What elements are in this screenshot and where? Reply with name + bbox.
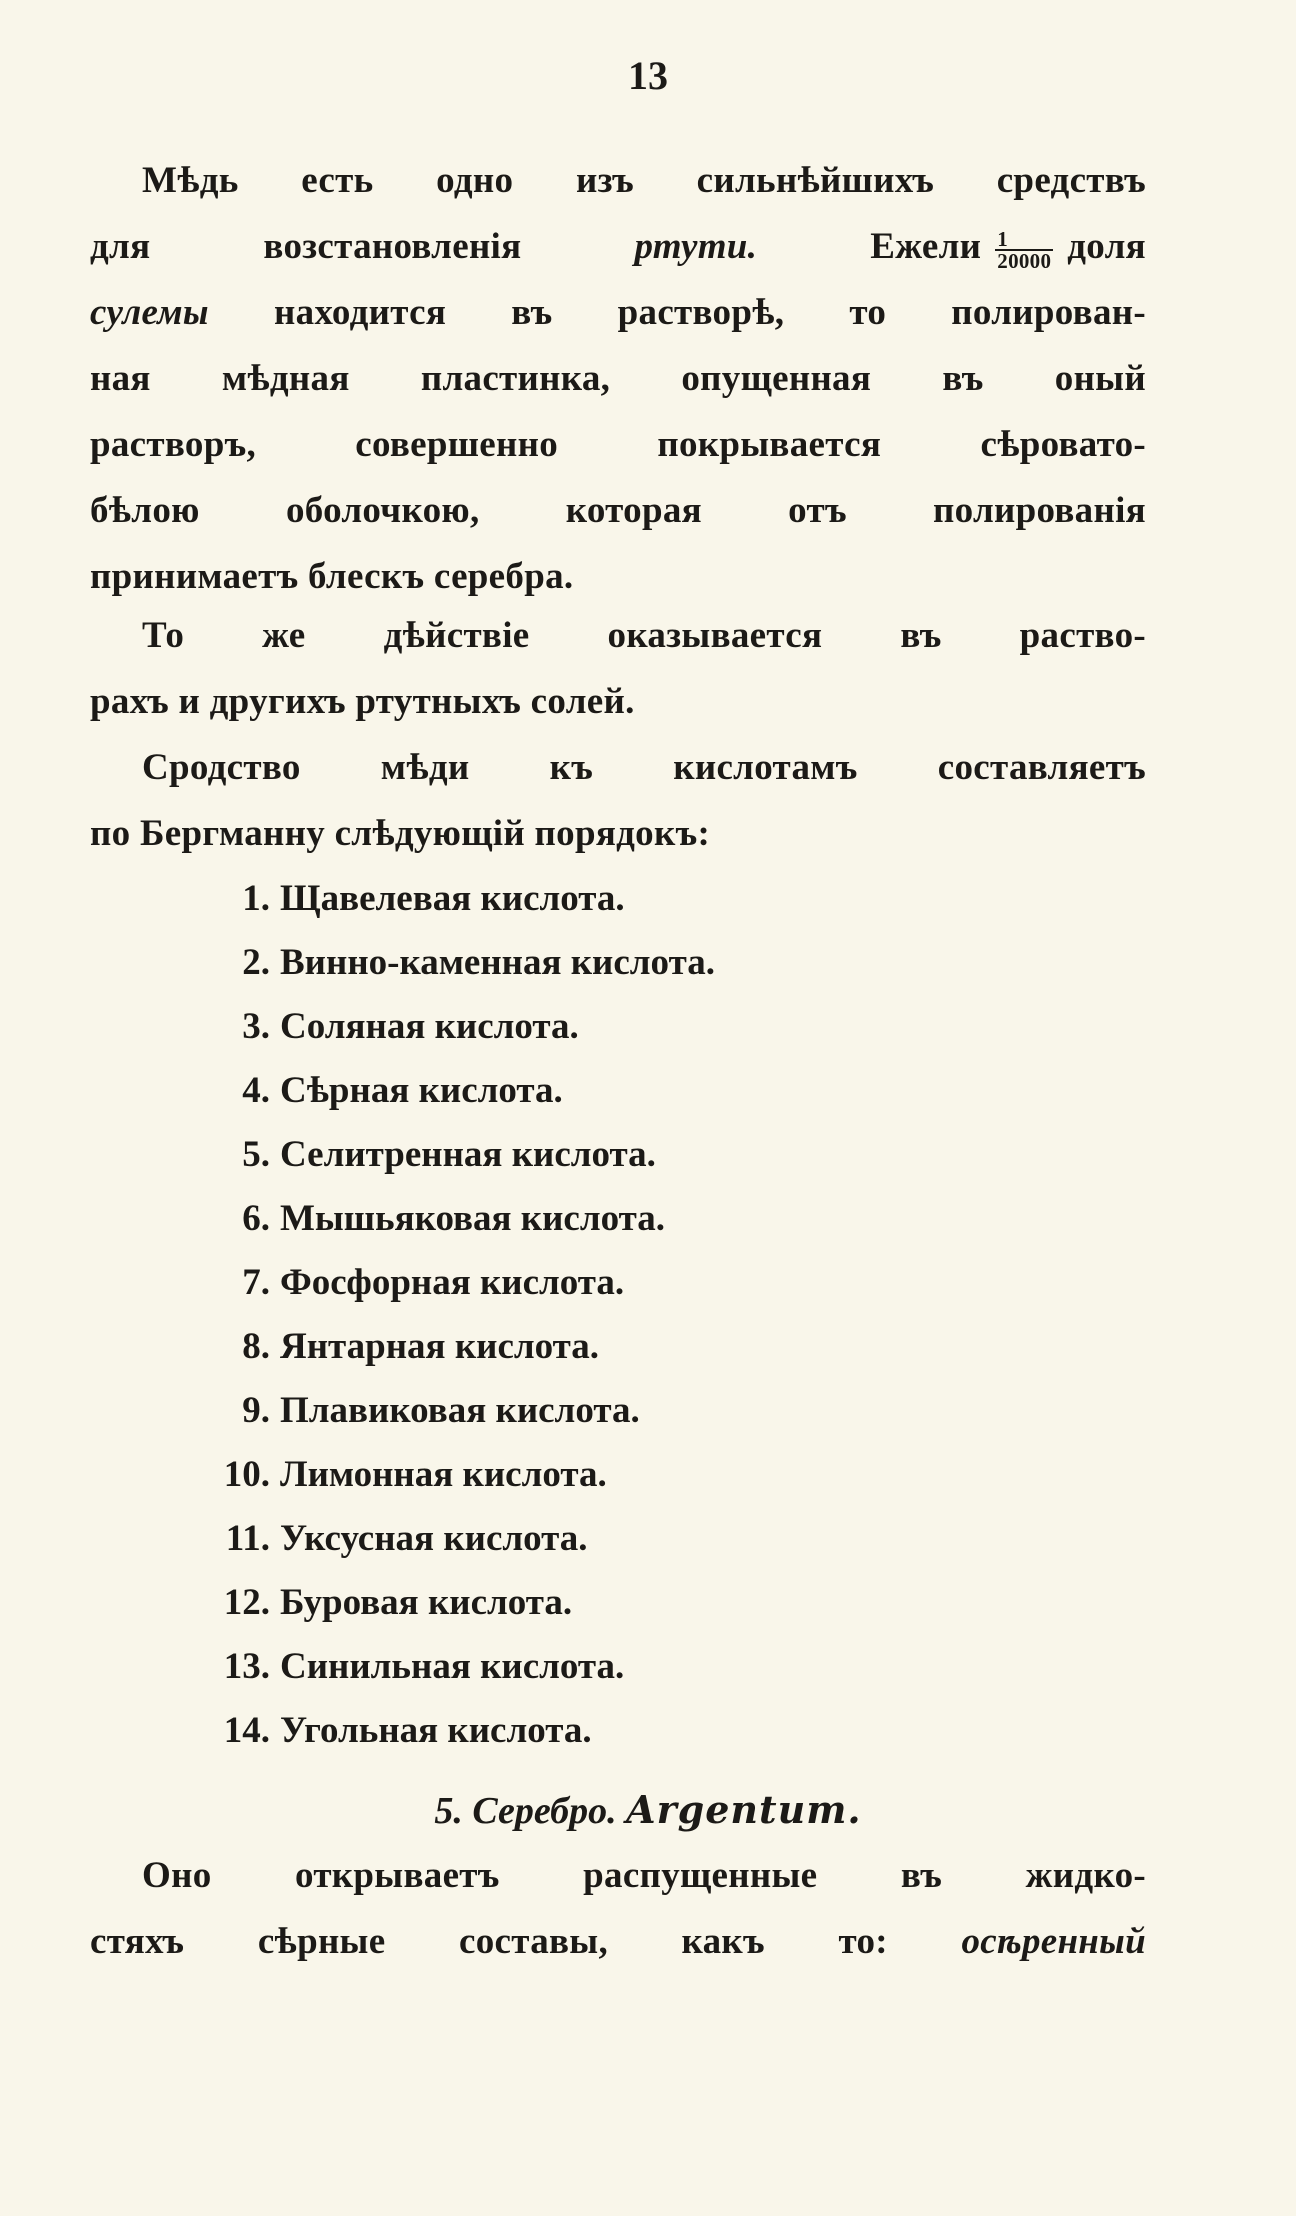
list-item-label: Винно-каменная кислота.	[280, 942, 715, 983]
list-item	[90, 1314, 599, 1380]
text-span: находится въ растворѣ, то полирован-	[274, 292, 1146, 333]
text-line	[90, 1909, 1146, 1975]
list-item	[90, 930, 715, 996]
section-heading-silver	[0, 1777, 1296, 1844]
text-line: Оно открываетъ распущенные въ жидко-	[142, 1855, 1146, 1896]
text-line: ная мѣдная пластинка, опущенная въ оный	[90, 358, 1146, 399]
list-item-number: 11.	[225, 1518, 270, 1559]
text-line	[90, 280, 1146, 346]
list-item-label: Селитренная кислота.	[280, 1134, 656, 1175]
text-line: рахъ и другихъ ртутныхъ солей.	[90, 681, 635, 722]
text-line: Мѣдь есть одно изъ сильнѣйшихъ средствъ	[142, 160, 1146, 201]
list-item-number: 3.	[242, 1006, 270, 1047]
heading-russian: 5. Серебро.	[434, 1790, 617, 1832]
list-item-number: 4.	[242, 1070, 270, 1111]
list-item-label: Уксусная кислота.	[280, 1518, 588, 1559]
list-item	[90, 1186, 665, 1252]
list-item-number: 5.	[242, 1134, 270, 1175]
text-line: по Бергманну слѣдующій порядокъ:	[90, 813, 711, 854]
italic-term-mercury: ртути.	[634, 226, 758, 267]
list-item-number: 14.	[223, 1710, 270, 1751]
list-item-number: 6.	[242, 1198, 270, 1239]
list-item-label: Соляная кислота.	[280, 1006, 579, 1047]
list-item-label: Синильная кислота.	[280, 1646, 625, 1687]
page-number: 13	[628, 53, 668, 98]
list-item	[90, 1250, 624, 1316]
text-line: То же дѣйствіе оказывается въ раство-	[142, 615, 1146, 656]
text-span: Ежели	[870, 226, 982, 267]
heading-latin: Argentum.	[626, 1787, 862, 1832]
list-item	[90, 1442, 607, 1508]
italic-term: осѣренный	[961, 1921, 1146, 1962]
text-span: стяхъ сѣрные составы, какъ то:	[90, 1921, 888, 1962]
list-item	[90, 1378, 640, 1444]
list-item	[90, 1506, 588, 1572]
paragraph-silver-reveals-sulfur	[90, 1843, 1146, 1975]
list-item	[90, 1634, 624, 1700]
list-item	[90, 1698, 592, 1764]
list-item-label: Фосфорная кислота.	[280, 1262, 625, 1303]
italic-term-sublimate: сулемы	[90, 292, 209, 333]
list-item-number: 8.	[242, 1326, 270, 1367]
list-item	[90, 1570, 572, 1636]
list-item-label: Сѣрная кислота.	[280, 1070, 563, 1111]
text-line: бѣлою оболочкою, которая отъ полированія	[90, 490, 1146, 531]
list-item	[90, 1058, 563, 1124]
list-item-label: Мышьяковая кислота.	[280, 1198, 665, 1239]
list-item-label: Янтарная кислота.	[280, 1326, 600, 1367]
list-item-number: 2.	[242, 942, 270, 983]
list-item	[90, 1122, 656, 1188]
fraction	[995, 226, 1053, 273]
list-item-label: Лимонная кислота.	[280, 1454, 607, 1495]
list-item-number: 7.	[242, 1262, 270, 1303]
fraction-denominator: 20000	[997, 248, 1052, 273]
paragraph-same-action	[90, 603, 1146, 735]
paragraph-affinity-order	[90, 735, 1146, 867]
list-item-number: 10.	[223, 1454, 270, 1495]
text-line: принимаетъ блескъ серебра.	[90, 556, 574, 597]
list-item-label: Щавелевая кислота.	[280, 878, 625, 919]
list-item	[90, 866, 625, 932]
list-item-label: Угольная кислота.	[280, 1710, 592, 1751]
list-item-number: 13.	[223, 1646, 270, 1687]
list-item-label: Буровая кислота.	[280, 1582, 573, 1623]
fraction-numerator: 1	[995, 229, 1053, 251]
text-span: доля	[1067, 226, 1146, 267]
list-item-number: 12.	[223, 1582, 270, 1623]
paragraph-copper-reduces-mercury	[90, 148, 1146, 610]
list-item-label: Плавиковая кислота.	[280, 1390, 640, 1431]
text-line	[90, 214, 1146, 280]
text-span: для возстановленія	[90, 226, 522, 267]
list-item-number: 1.	[242, 878, 270, 919]
text-line: растворъ, совершенно покрывается сѣровато-	[90, 424, 1146, 465]
text-line: Сродство мѣди къ кислотамъ составляетъ	[142, 747, 1146, 788]
list-item-number: 9.	[242, 1390, 270, 1431]
list-item	[90, 994, 579, 1060]
